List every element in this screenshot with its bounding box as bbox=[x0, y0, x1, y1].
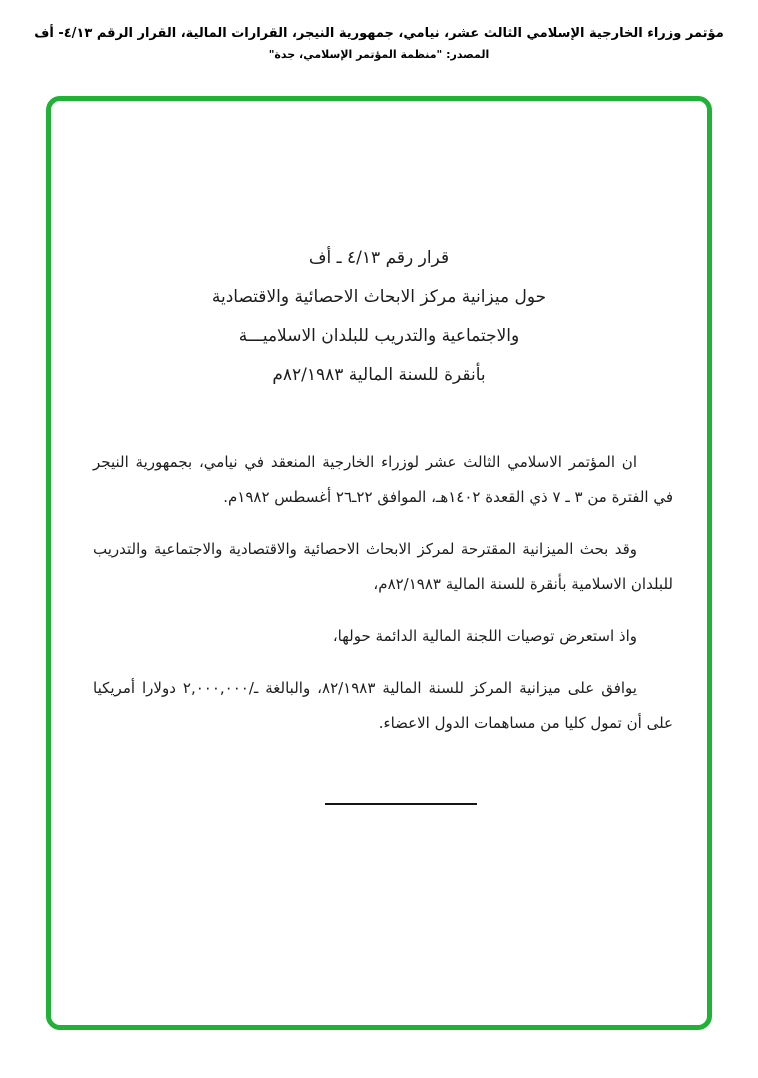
resolution-subject-line-1: حول ميزانية مركز الابحاث الاحصائية والاقتصادية bbox=[211, 287, 547, 307]
preamble-paragraph-2: وقد بحث الميزانية المقترحة لمركز الابحاث الاحصائية والاقتصادية والاجتماعية والتدريب للبلدان الاسلامية بأنقرة للسنة المالية ٨٢/١٩٨٣م، bbox=[93, 540, 673, 593]
resolution-number-line: قرار رقم ٤/١٣ ـ أف bbox=[308, 248, 450, 268]
resolution-subject-line-3: بأنقرة للسنة المالية ٨٢/١٩٨٣م bbox=[272, 365, 486, 385]
citation-line: مؤتمر وزراء الخارجية الإسلامي الثالث عشر، نيامي، جمهورية النيجر، القرارات المالية، القرار الرقم ٤/١٣- أف bbox=[34, 26, 724, 41]
source-line: المصدر: "منظمة المؤتمر الإسلامي، جدة" bbox=[268, 48, 490, 62]
scanned-document-frame bbox=[46, 96, 712, 1030]
resolution-body bbox=[93, 445, 673, 741]
separator-line bbox=[325, 803, 477, 805]
operative-paragraph: يوافق على ميزانية المركز للسنة المالية ٨٢/١٩٨٣، والبالغة ـ/٢,٠٠٠,٠٠٠ دولارا أمريكيا على أن تمول كليا من مساهمات الدول الاعضاء. bbox=[93, 679, 673, 732]
preamble-paragraph-1: ان المؤتمر الاسلامي الثالث عشر لوزراء الخارجية المنعقد في نيامي، بجمهورية النيجر في الفترة من ٣ ـ ٧ ذي القعدة ١٤٠٢هـ، الموافق ٢٢ـ٢٦ أغسطس ١٩٨٢م. bbox=[93, 453, 673, 506]
resolution-subject-line-2: والاجتماعية والتدريب للبلدان الاسلاميـــة bbox=[238, 326, 520, 346]
resolution-title-block bbox=[51, 239, 707, 395]
preamble-paragraph-3: واذ استعرض توصيات اللجنة المالية الدائمة حولها، bbox=[332, 627, 637, 645]
citation-header bbox=[0, 0, 758, 61]
